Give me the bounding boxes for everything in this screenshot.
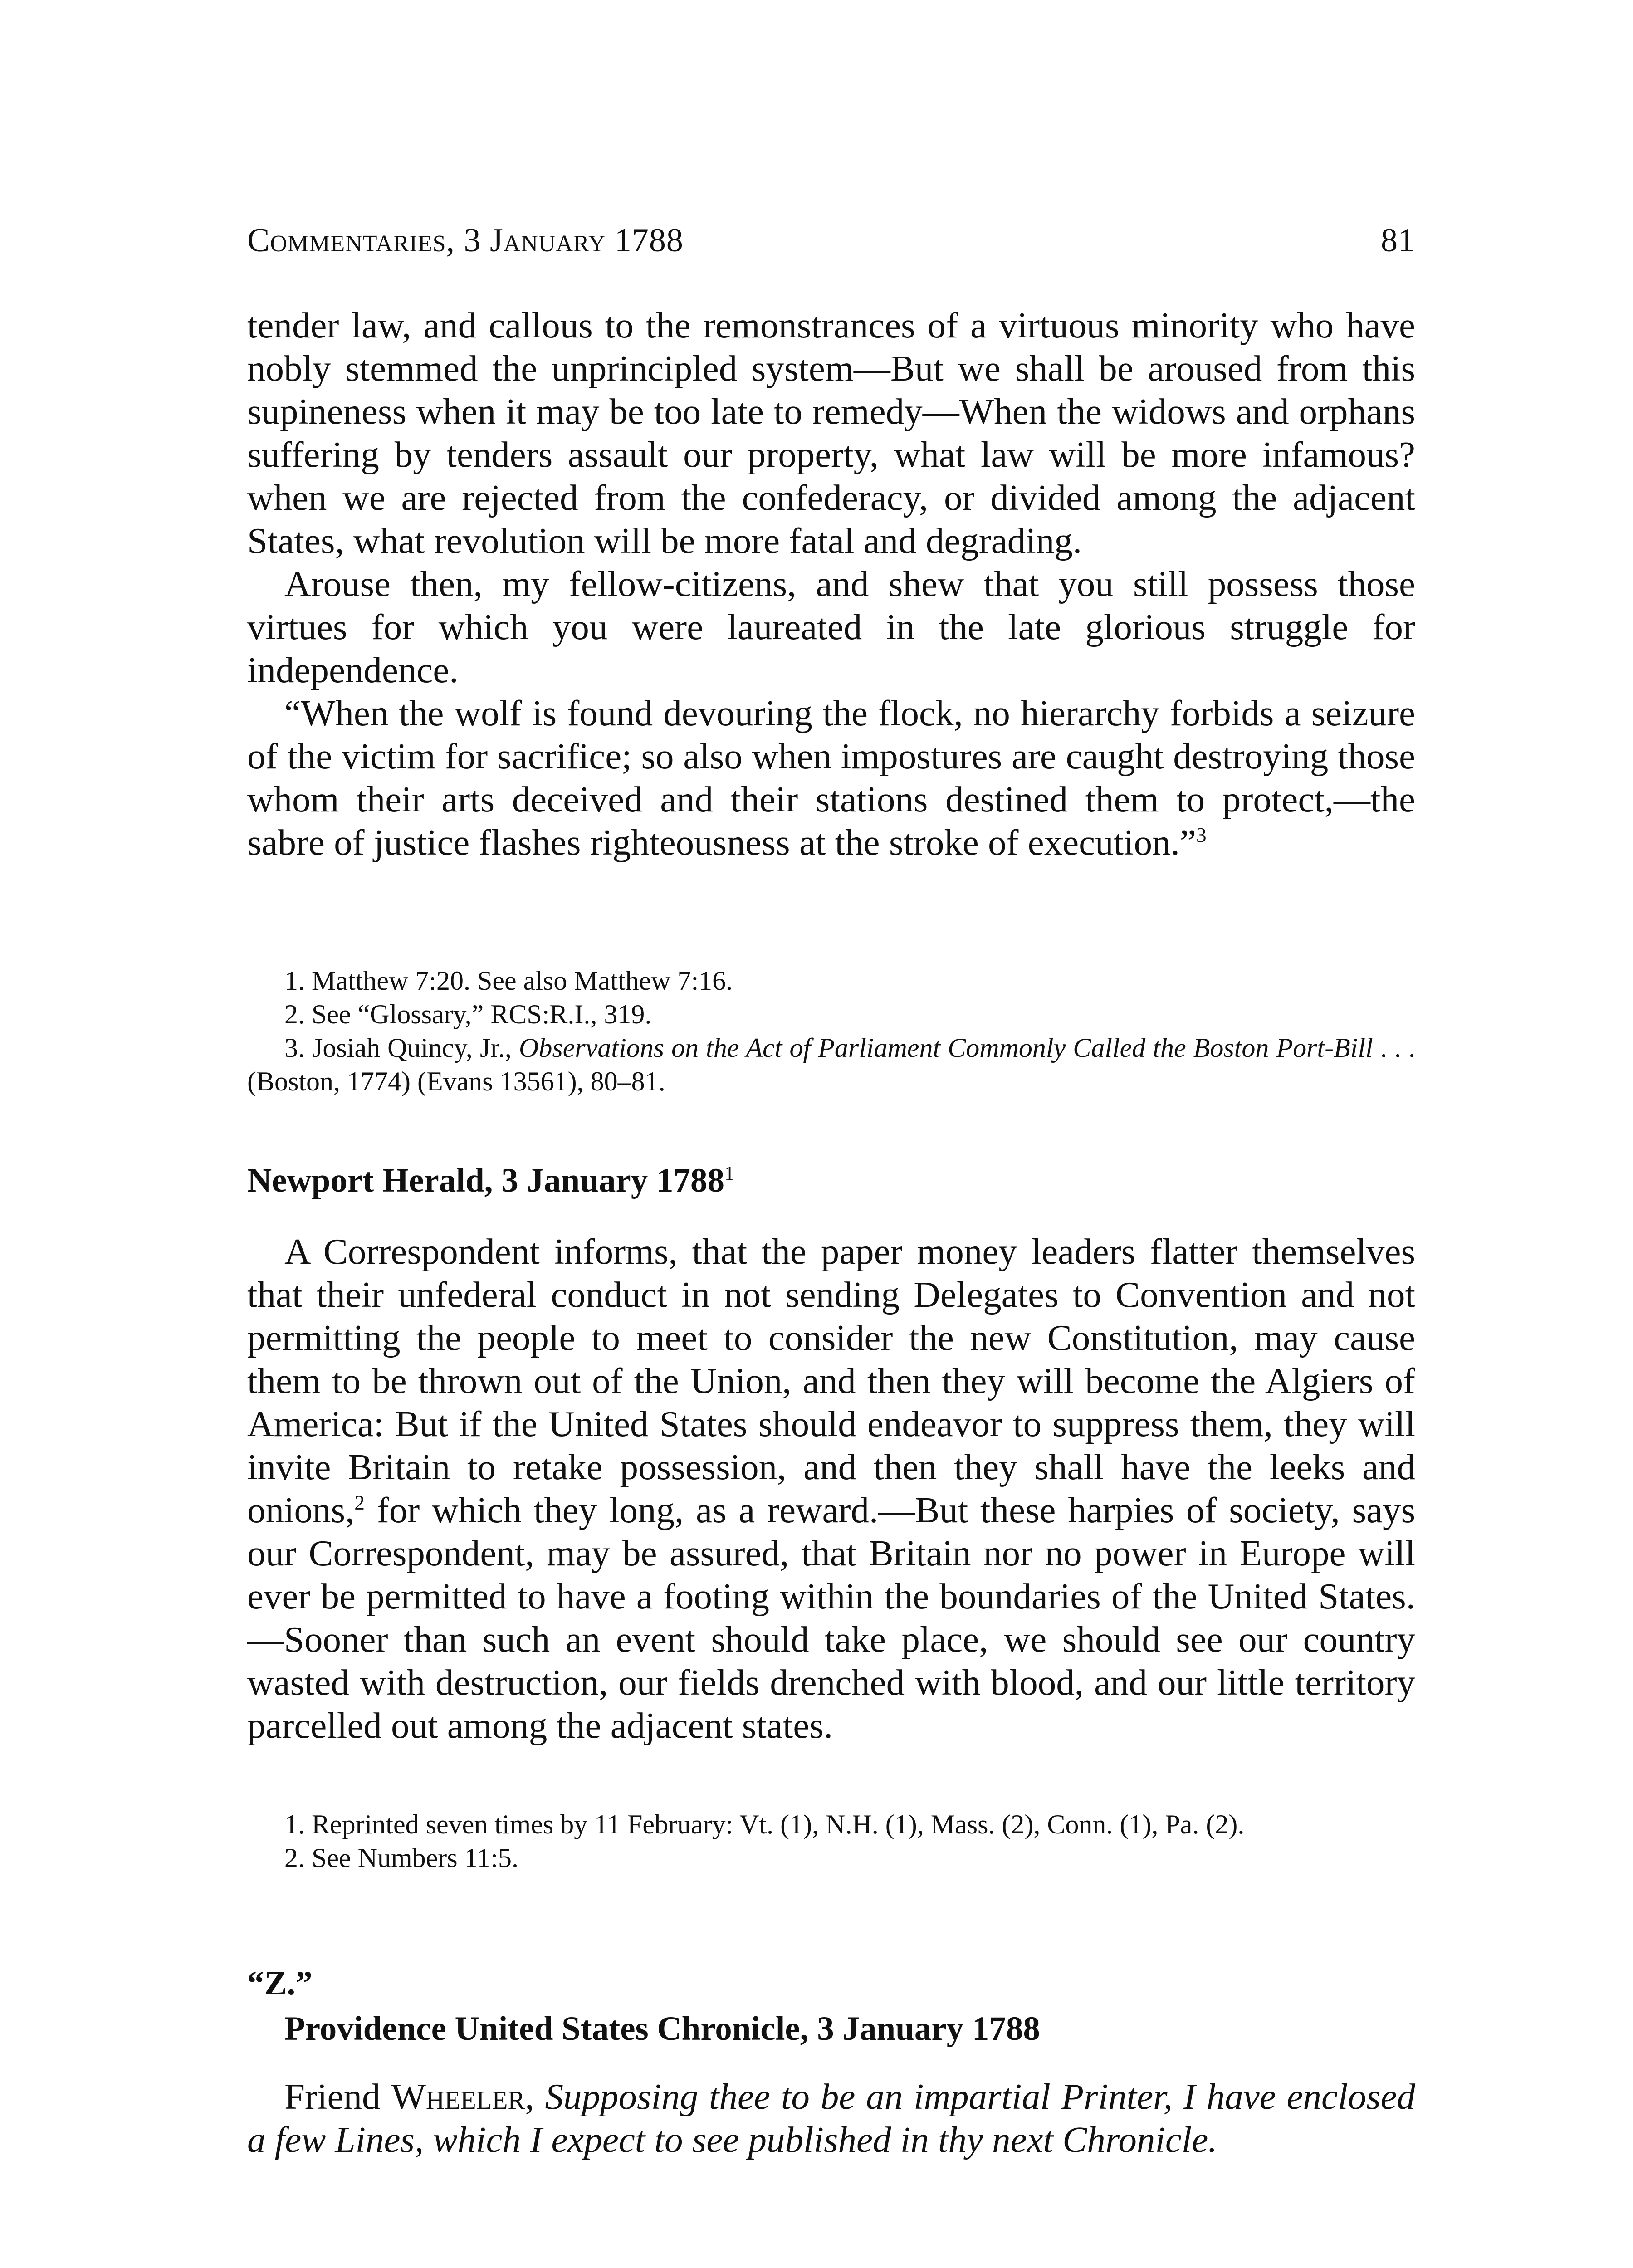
newport-footnote-2: 2. See Numbers 11:5. <box>284 1843 519 1873</box>
footnotes-block-2 <box>247 1808 1415 1875</box>
printer-name: Wheeler, <box>391 2076 534 2117</box>
newport-paragraph-part-2: for which they long, as a reward.—But these harpies of society, says our Correspondent, may be assured, that Britain nor no power in Europe will ever be permitted to have a footing within the boundaries of the United States.—Sooner than such an event should take place, we should see our country wasted with destruction, our fields drenched with blood, and our little territory parcelled out among the adjacent states. <box>247 1490 1415 1746</box>
z-italic-text: Supposing thee to be an impartial Printer, I have enclosed a few Lines, which I expect to see published in thy next Chronicle. <box>247 2076 1415 2160</box>
continuation-paragraph-1: tender law, and callous to the remonstrances of a virtuous minority who have nobly stemmed the unprincipled system—But we shall be aroused from this supineness when it may be too late to remedy—When the widows and orphans suffering by tenders assault our property, what law will be more infamous? when we are rejected from the confederacy, or divided among the adjacent States, what revolution will be more fatal and degrading. <box>247 305 1415 561</box>
page-number: 81 <box>1381 222 1415 259</box>
newport-paragraph <box>247 1230 1415 1747</box>
newport-paragraph-part-1: A Correspondent informs, that the paper money leaders flatter themselves that their unfederal conduct in not sending Delegates to Convention and not permitting the people to meet to consider the new Constitution, may cause them to be thrown out of the Union, and then they will become the Algiers of America: But if the United States should endeavor to suppress them, they will invite Britain to retake possession, and then they shall have the leeks and onions, <box>247 1231 1415 1530</box>
z-greeting: Friend <box>284 2076 391 2117</box>
continuation-paragraph-2: Arouse then, my fellow-citizens, and shew that you still possess those virtues for which you were laureated in the late glorious struggle for independence. <box>247 563 1415 690</box>
footnote-ref-2: 2 <box>354 1491 365 1514</box>
footnote-3 <box>247 1031 1415 1098</box>
footnote-1: 1. Matthew 7:20. See also Matthew 7:16. <box>284 966 733 996</box>
newport-heading-text: Newport Herald, 3 January 1788 <box>247 1162 725 1199</box>
running-head <box>247 221 1415 262</box>
newport-heading-note: 1 <box>724 1162 735 1184</box>
footnote-3-title: Observations on the Act of Parliament Commonly Called the Boston Port-Bill <box>519 1033 1373 1063</box>
running-head-title: Commentaries, 3 January 1788 <box>247 222 684 259</box>
newport-heading <box>247 1161 1415 1200</box>
z-heading: Providence United States Chronicle, 3 January 1788 <box>284 2010 1040 2048</box>
newport-footnote-1: 1. Reprinted seven times by 11 February: Vt. (1), N.H. (1), Mass. (2), Conn. (1), Pa. (2). <box>284 1809 1245 1839</box>
footnote-ref-3: 3 <box>1196 824 1207 846</box>
quotation-text: “When the wolf is found devouring the flock, no hierarchy forbids a seizure of the victim for sacrifice; so also when impostures are caught destroying those whom their arts deceived and their stations destined them to protect,—the sabre of justice flashes righteousness at the stroke of execution.” <box>247 693 1415 863</box>
footnote-2: 2. See “Glossary,” RCS:R.I., 319. <box>284 999 652 1029</box>
footnote-3-author: 3. Josiah Quincy, Jr., <box>284 1033 519 1063</box>
continuation-paragraph-3 <box>247 692 1415 864</box>
footnote-3-citation: . . . (Boston, 1774) (Evans 13561), 80–81. <box>247 1033 1416 1096</box>
z-pseudonym: “Z.” <box>247 1965 313 2002</box>
newport-text <box>247 1230 1415 1747</box>
z-paragraph <box>247 2075 1415 2161</box>
z-text <box>247 2075 1415 2161</box>
continuation-text <box>247 304 1415 864</box>
footnotes-block-1 <box>247 964 1415 1098</box>
